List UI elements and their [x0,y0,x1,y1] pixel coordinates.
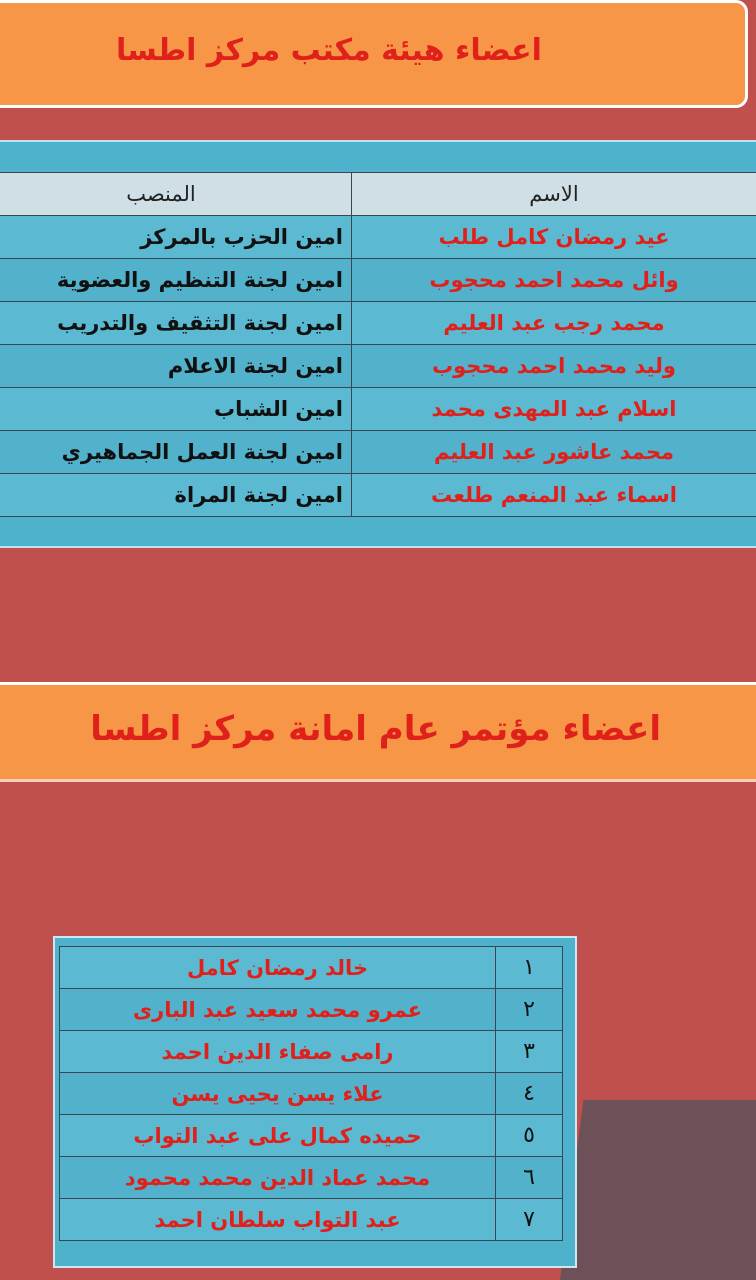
member-name-cell: عمرو محمد سعيد عبد البارى [60,989,496,1031]
position-cell: امين لجنة التنظيم والعضوية [0,259,352,302]
table-row [0,216,756,259]
conference-title: اعضاء مؤتمر عام امانة مركز اطسا [90,709,661,749]
position-column-header: المنصب [0,173,352,216]
member-number-cell: ٣ [496,1031,563,1073]
member-number-cell: ٥ [496,1115,563,1157]
shadow-decoration [560,1100,756,1280]
member-number-cell: ٢ [496,989,563,1031]
member-number-cell: ٧ [496,1199,563,1241]
table-row [0,388,756,431]
member-name-cell: خالد رمضان كامل [60,947,496,989]
name-column-header: الاسم [352,173,756,216]
position-cell: امين لجنة الاعلام [0,345,352,388]
board-title-banner [0,0,748,108]
member-number-cell: ٦ [496,1157,563,1199]
member-number-cell: ١ [496,947,563,989]
position-cell: امين لجنة العمل الجماهيري [0,431,352,474]
position-cell: امين لجنة المراة [0,474,352,517]
table-row [60,1157,563,1199]
members-table [59,946,563,1241]
board-table-header [0,173,756,216]
position-cell: امين الشباب [0,388,352,431]
table-row [60,1115,563,1157]
member-name-cell: محمد عماد الدين محمد محمود [60,1157,496,1199]
table-row [60,1199,563,1241]
board-table [0,172,756,517]
table-row [60,1031,563,1073]
board-title: اعضاء هيئة مكتب مركز اطسا [116,33,542,68]
name-cell: محمد عاشور عبد العليم [352,431,756,474]
member-number-cell: ٤ [496,1073,563,1115]
table-row [0,431,756,474]
member-name-cell: عبد التواب سلطان احمد [60,1199,496,1241]
table-row [0,345,756,388]
member-name-cell: رامى صفاء الدين احمد [60,1031,496,1073]
board-table-panel [0,140,756,548]
member-name-cell: علاء يسن يحيى يسن [60,1073,496,1115]
name-cell: عيد رمضان كامل طلب [352,216,756,259]
table-row [0,302,756,345]
table-row [0,474,756,517]
position-cell: امين لجنة التثقيف والتدريب [0,302,352,345]
members-table-panel [53,936,577,1268]
conference-title-banner [0,682,756,782]
table-row [60,989,563,1031]
table-row [0,259,756,302]
name-cell: محمد رجب عبد العليم [352,302,756,345]
name-cell: وائل محمد احمد محجوب [352,259,756,302]
name-cell: وليد محمد احمد محجوب [352,345,756,388]
table-row [60,1073,563,1115]
name-cell: اسلام عبد المهدى محمد [352,388,756,431]
position-cell: امين الحزب بالمركز [0,216,352,259]
name-cell: اسماء عبد المنعم طلعت [352,474,756,517]
member-name-cell: حميده كمال على عبد التواب [60,1115,496,1157]
table-row [60,947,563,989]
